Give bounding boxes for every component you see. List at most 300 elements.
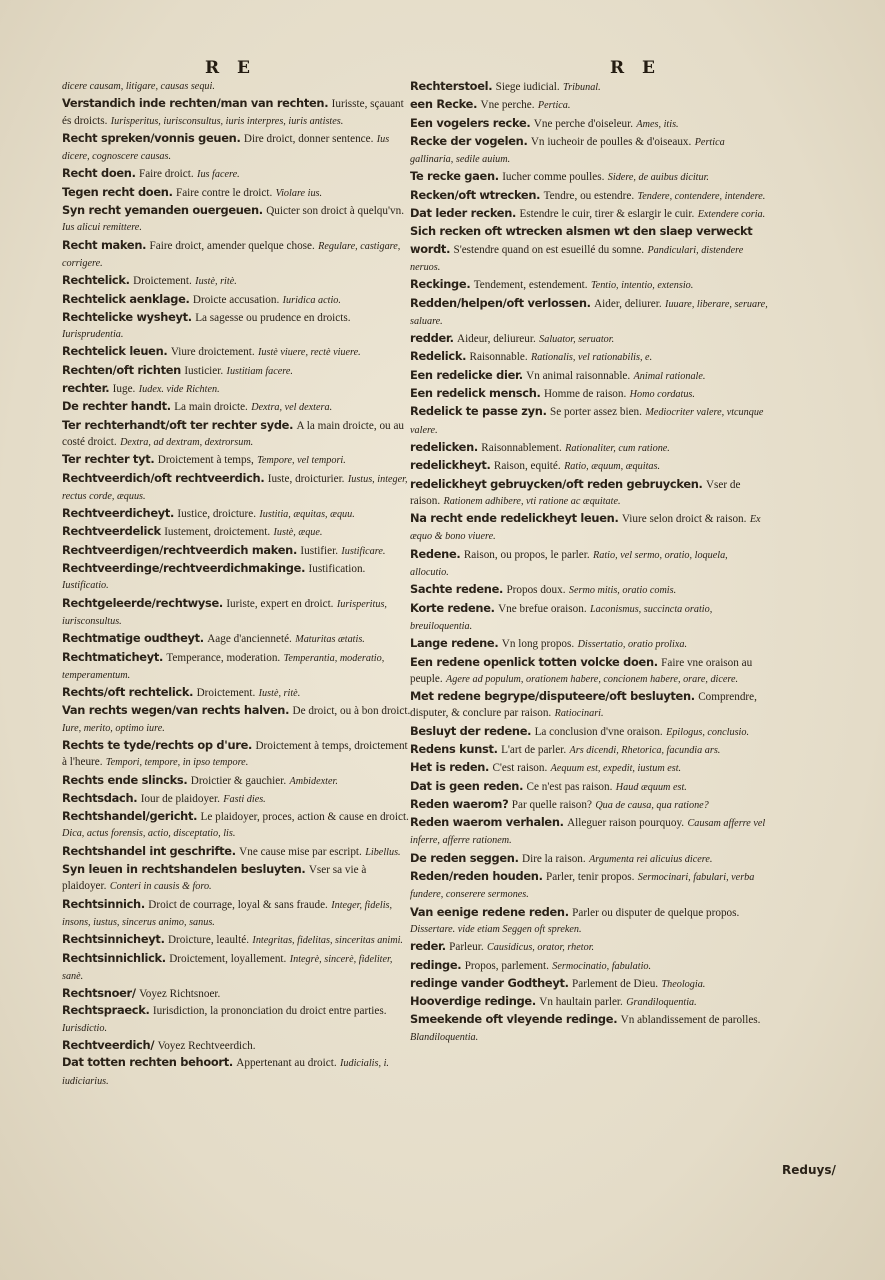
dictionary-entry: [62, 931, 412, 949]
headword: Recke der vogelen.: [410, 133, 528, 148]
headword: Besluyt der redene.: [410, 723, 532, 738]
headword: Rechtsinnich.: [62, 896, 145, 911]
french-gloss: A la main droicte, ou au costé droict.: [62, 419, 405, 448]
latin-gloss: Iudex. vide Richten.: [138, 384, 220, 396]
latin-gloss: Pandiculari, distendere neruos.: [410, 244, 744, 273]
french-gloss: Aage d'ancienneté.: [207, 633, 292, 646]
dictionary-entry: [410, 688, 768, 723]
dictionary-entry: [62, 649, 412, 685]
headword: Dat totten rechten behoort.: [62, 1055, 233, 1070]
latin-gloss: Iustè, ritè.: [258, 688, 301, 700]
french-gloss: Iurisdiction, la prononciation du droict entre parties.: [152, 1005, 387, 1018]
latin-gloss: Ars dicendi, Rhetorica, facundia ars.: [569, 744, 721, 756]
headword: Rechts/oft rechtelick.: [62, 685, 194, 700]
headword: Rechtveerdelick: [62, 524, 161, 539]
dictionary-entry: [410, 510, 768, 546]
french-gloss: Parleur.: [449, 941, 484, 954]
french-gloss: Faire droict, amender quelque chose.: [149, 239, 315, 252]
french-gloss: Iuriste, expert en droict.: [226, 597, 334, 610]
french-gloss: Droicture, leaulté.: [167, 934, 250, 947]
latin-gloss: dicere causam, litigare, causas sequi.: [62, 81, 215, 92]
dictionary-entry: [410, 868, 768, 904]
headword: Recken/oft wtrecken.: [410, 187, 541, 202]
headword: Redelick.: [410, 349, 467, 364]
latin-gloss: Dica, actus forensis, actio, disceptatio, lis.: [62, 828, 236, 840]
french-gloss: Droict de courrage, loyal & sans fraude.: [148, 898, 328, 911]
dictionary-entry: [62, 861, 412, 896]
dictionary-entry: [62, 1054, 412, 1090]
headword: Rechtelick aenklage.: [62, 291, 190, 306]
dictionary-entry: [410, 330, 768, 348]
french-gloss: Vne brefue oraison.: [498, 602, 587, 615]
headword: Rechtveerdigen/rechtveerdich maken.: [62, 542, 298, 557]
dictionary-entry: [62, 380, 412, 398]
latin-gloss: Ratiocinari.: [554, 708, 604, 720]
dictionary-entry: [410, 295, 768, 331]
dictionary-entry: [62, 291, 412, 309]
headword: Na recht ende redelickheyt leuen.: [410, 511, 619, 526]
headword: redelickheyt.: [410, 458, 491, 473]
latin-gloss: Rationaliter, cum ratione.: [565, 442, 670, 454]
french-gloss: La sagesse ou prudence en droicts.: [195, 311, 351, 324]
french-gloss: Propos, parlement.: [464, 959, 549, 972]
french-gloss: Parler ou disputer de quelque propos.: [572, 906, 740, 919]
french-gloss: Ce n'est pas raison.: [526, 780, 613, 793]
french-gloss: Raisonnable.: [469, 351, 528, 364]
latin-gloss: Iustè, æque.: [273, 527, 323, 539]
latin-gloss: Iustitiam facere.: [226, 365, 293, 377]
headword: redder.: [410, 331, 454, 346]
dictionary-entry: [62, 702, 412, 737]
dictionary-entry: [410, 654, 768, 689]
headword: Tegen recht doen.: [62, 184, 173, 199]
latin-gloss: Iurisprudentia.: [62, 329, 124, 341]
dictionary-entry: [62, 1037, 412, 1054]
headword: Syn recht yemanden ouergeuen.: [62, 203, 263, 218]
dictionary-entry: [410, 457, 768, 475]
headword: Rechtsinnichlick.: [62, 950, 166, 965]
headword: Dat leder recken.: [410, 206, 517, 221]
latin-gloss: Iurisdictio.: [62, 1022, 107, 1034]
headword: reder.: [410, 939, 446, 954]
french-gloss: Le plaidoyer, proces, action & cause en droict.: [200, 811, 409, 824]
latin-gloss: Ratio, æquum, æquitas.: [564, 461, 661, 473]
french-gloss: C'est raison.: [492, 762, 548, 775]
dictionary-entry: [410, 635, 768, 653]
latin-gloss: Laconismus, succincta oratio, breuiloquentia.: [410, 603, 713, 632]
dictionary-entry: [62, 950, 412, 986]
french-gloss: Vser de raison.: [410, 478, 741, 507]
dictionary-entry: [410, 993, 768, 1011]
french-gloss: Vn iucheoir de poulles & d'oiseaux.: [530, 135, 692, 148]
running-head-right: R E: [610, 58, 662, 78]
french-gloss: Comprendre, disputer, & conclure par raison.: [410, 691, 757, 720]
dictionary-entry: [410, 778, 768, 796]
catchword: Reduys/: [782, 1163, 836, 1177]
french-gloss: Homme de raison.: [543, 388, 627, 401]
latin-gloss: Iudicialis, i. iudiciarius.: [62, 1058, 389, 1087]
latin-gloss: Tribunal.: [563, 82, 601, 93]
dictionary-entry: [410, 403, 768, 439]
dictionary-entry: [410, 385, 768, 403]
dictionary-entry: [62, 470, 412, 506]
french-gloss: Vn haultain parler.: [539, 996, 623, 1009]
headword: Een redelick mensch.: [410, 386, 541, 401]
french-gloss: Siege iudicial.: [495, 81, 560, 93]
headword: Syn leuen in rechtshandelen besluyten.: [62, 862, 306, 877]
french-gloss: Vn long propos.: [501, 638, 575, 651]
latin-gloss: Tempore, vel tempori.: [257, 455, 346, 467]
headword: Ter rechter tyt.: [62, 452, 155, 467]
headword: Rechten/oft richten: [62, 362, 181, 377]
headword: Rechtshandel/gericht.: [62, 809, 198, 824]
french-gloss: Tendement, estendement.: [473, 279, 588, 292]
latin-gloss: Blandiloquentia.: [410, 1031, 479, 1043]
dictionary-entry: [410, 276, 768, 294]
latin-gloss: Sermocinari, fabulari, verba fundere, conserere sermones.: [410, 872, 755, 901]
latin-gloss: Haud æquum est.: [615, 781, 687, 793]
headword: Rechtgeleerde/rechtwyse.: [62, 595, 223, 610]
headword: Rechtmatige oudtheyt.: [62, 631, 204, 646]
latin-gloss: Grandiloquentia.: [626, 997, 697, 1009]
latin-gloss: Tendere, contendere, intendere.: [637, 190, 766, 202]
dictionary-entry: [410, 581, 768, 599]
headword: Rechtveerdich/: [62, 1038, 155, 1053]
dictionary-entry: [62, 130, 412, 166]
headword: Rechtspraeck.: [62, 1003, 150, 1018]
latin-gloss: Iustè, ritè.: [195, 276, 237, 288]
french-gloss: Estendre le cuir, tirer & eslargir le cuir.: [519, 208, 695, 221]
dictionary-entry: [62, 505, 412, 523]
dictionary-entry: [410, 348, 768, 366]
french-gloss: Raison, ou propos, le parler.: [463, 548, 590, 561]
dictionary-entry: [62, 398, 412, 416]
french-gloss: Aideur, deliureur.: [456, 333, 536, 346]
french-gloss: Par quelle raison?: [511, 798, 592, 811]
french-gloss: Vn animal raisonnable.: [526, 369, 631, 382]
latin-gloss: Tentio, intentio, extensio.: [590, 280, 694, 292]
headword: De reden seggen.: [410, 850, 519, 865]
dictionary-entry: [410, 741, 768, 759]
latin-gloss: Saluator, seruator.: [539, 334, 615, 346]
french-gloss: Iustice, droicture.: [177, 508, 257, 521]
headword: Rechtveerdicheyt.: [62, 506, 175, 521]
french-gloss: Alleguer raison pourquoy.: [567, 817, 685, 830]
french-gloss: La conclusion d'vne oraison.: [534, 725, 663, 738]
dictionary-entry: [410, 796, 768, 814]
french-gloss: L'art de parler.: [501, 743, 567, 756]
latin-gloss: Ius alicui remittere.: [62, 222, 142, 234]
latin-gloss: Libellus.: [365, 846, 401, 858]
dictionary-entry: [62, 542, 412, 560]
dictionary-entry: [62, 272, 412, 290]
headword: De rechter handt.: [62, 399, 171, 414]
french-gloss: Iustifier.: [300, 544, 338, 557]
headword: Een redelicke dier.: [410, 367, 523, 382]
latin-gloss: Dextra, vel dextera.: [251, 402, 333, 414]
latin-gloss: Sidere, de auibus dicitur.: [607, 172, 709, 184]
dictionary-entry: [410, 367, 768, 385]
headword: Rechtsdach.: [62, 790, 138, 805]
headword: Reckinge.: [410, 277, 471, 292]
headword: Te recke gaen.: [410, 169, 499, 184]
dictionary-entry: [62, 1002, 412, 1037]
dictionary-entry: [410, 938, 768, 956]
headword: Rechtelick.: [62, 273, 130, 288]
latin-gloss: Iurisperitus, iurisconsultus.: [62, 598, 387, 627]
french-gloss: Viure selon droict & raison.: [621, 513, 747, 526]
latin-gloss: Tempori, tempore, in ipso tempore.: [105, 757, 249, 769]
headword: Het is reden.: [410, 760, 490, 775]
dictionary-entry: [62, 684, 412, 702]
latin-gloss: Rationalis, vel rationabilis, e.: [531, 352, 653, 364]
headword: Rechtelick leuen.: [62, 344, 168, 359]
headword: Recht doen.: [62, 166, 136, 181]
latin-gloss: Ames, itis.: [636, 118, 679, 130]
dictionary-entry: [62, 451, 412, 469]
latin-gloss: Ratio, vel sermo, oratio, loquela, allocutio.: [410, 549, 728, 579]
headword: Smeekende oft vleyende redinge.: [410, 1012, 618, 1027]
dictionary-entry: [62, 417, 412, 452]
french-gloss: Droictement à temps,: [157, 454, 254, 467]
french-gloss: S'estendre quand on est esueillé du somne.: [453, 243, 645, 256]
latin-gloss: Iustificare.: [341, 545, 386, 557]
headword: Rechtveerdinge/rechtveerdichmakinge.: [62, 561, 306, 576]
right-column: [410, 78, 768, 1046]
latin-gloss: Rationem adhibere, vti ratione ac æquitate.: [443, 495, 621, 507]
latin-gloss: Mediocriter valere, vtcunque valere.: [410, 407, 764, 436]
headword: Rechts te tyde/rechts op d'ure.: [62, 737, 253, 752]
latin-gloss: Integer, fidelis, insons, iustus, sincerus animo, sanus.: [62, 899, 393, 928]
latin-gloss: Ius dicere, cognoscere causas.: [62, 133, 390, 163]
french-gloss: Iucher comme poulles.: [502, 171, 605, 184]
latin-gloss: Aequum est, expedit, iustum est.: [550, 763, 682, 775]
dictionary-entry: [410, 187, 768, 205]
latin-gloss: Pertica gallinaria, sedile auium.: [410, 136, 725, 166]
dictionary-entry: [62, 560, 412, 595]
latin-gloss: Iure, merito, optimo iure.: [62, 722, 165, 734]
headword: Recht maken.: [62, 237, 147, 252]
latin-gloss: Theologia.: [661, 978, 706, 990]
headword: redelicken.: [410, 439, 478, 454]
latin-gloss: Argumenta rei alicuius dicere.: [589, 853, 713, 865]
french-gloss: Vne perche d'oiseleur.: [533, 117, 634, 130]
latin-gloss: Pertica.: [537, 100, 571, 112]
headword: redelickheyt gebruycken/oft reden gebruycken.: [410, 476, 703, 491]
headword: Met redene begrype/disputeere/oft besluyten.: [410, 689, 695, 704]
dictionary-entry: [62, 790, 412, 808]
dictionary-entry: [410, 205, 768, 223]
french-gloss: Vne cause mise par escript.: [239, 845, 362, 858]
latin-gloss: Iurisperitus, iurisconsultus, iuris interpres, iuris antistes.: [110, 115, 344, 127]
latin-gloss: Qua de causa, qua ratione?: [595, 799, 709, 811]
dictionary-entry: [62, 343, 412, 361]
headword: rechter.: [62, 381, 110, 396]
dictionary-entry: [410, 723, 768, 741]
french-gloss: Faire contre le droict.: [175, 186, 273, 199]
headword: Hooverdige redinge.: [410, 994, 536, 1009]
headword: redinge vander Godtheyt.: [410, 975, 569, 990]
french-gloss: Vne perche.: [480, 99, 535, 112]
headword: Van eenige redene reden.: [410, 904, 569, 919]
dictionary-entry: [62, 772, 412, 790]
latin-gloss: Regulare, castigare, corrigere.: [62, 240, 401, 269]
latin-gloss: Homo cordatus.: [629, 389, 695, 401]
left-column: [62, 78, 412, 1090]
dictionary-entry: [62, 523, 412, 541]
french-gloss: Droictier & gauchier.: [190, 774, 287, 787]
dictionary-entry: [410, 975, 768, 993]
latin-gloss: Iuridica actio.: [282, 294, 341, 306]
french-gloss: La main droicte.: [174, 401, 248, 414]
latin-gloss: Iustus, integer, rectus corde, æquus.: [62, 473, 408, 502]
dictionary-entry: [410, 133, 768, 169]
latin-gloss: Epilogus, conclusio.: [666, 726, 750, 738]
french-gloss: Dire droict, donner sentence.: [243, 132, 374, 145]
headword: Lange redene.: [410, 636, 499, 651]
dictionary-entry: [62, 985, 412, 1002]
latin-gloss: Sermocinatio, fabulatio.: [552, 960, 652, 972]
latin-gloss: Fasti dies.: [223, 793, 266, 805]
french-gloss: Appertenant au droict.: [236, 1057, 337, 1070]
latin-gloss: Temperantia, moderatio, temperamentum.: [62, 652, 385, 681]
latin-gloss: Causidicus, orator, rhetor.: [487, 942, 595, 954]
dictionary-entry: [62, 309, 412, 344]
french-gloss: Iurisste, sçauant és droicts.: [62, 98, 404, 127]
headword: Korte redene.: [410, 600, 495, 615]
french-gloss: Parler, tenir propos.: [545, 871, 635, 884]
latin-gloss: Sermo mitis, oratio comis.: [568, 585, 677, 597]
french-gloss: Droictement à temps, droictement à l'heure.: [62, 739, 408, 769]
headword: Een vogelers recke.: [410, 115, 531, 130]
dictionary-entry: [410, 546, 768, 582]
dictionary-entry: [62, 184, 412, 202]
latin-gloss: Ambidexter.: [289, 775, 338, 787]
french-gloss: Droictement, loyallement.: [169, 952, 287, 965]
french-gloss: Aider, deliurer.: [594, 297, 662, 310]
dictionary-entry: [62, 165, 412, 183]
latin-gloss: Iustè viuere, rectè viuere.: [258, 347, 361, 359]
headword: Redene.: [410, 546, 461, 561]
french-gloss: Viure droictement.: [170, 346, 255, 359]
latin-gloss: Dextra, ad dextram, dextrorsum.: [120, 436, 254, 448]
headword: Rechterstoel.: [410, 79, 493, 93]
latin-gloss: Ius facere.: [197, 169, 240, 181]
french-gloss: Raison, equité.: [493, 460, 561, 473]
dictionary-entry: [62, 78, 412, 95]
french-gloss: Iuge.: [112, 383, 136, 396]
dictionary-entry: [410, 168, 768, 186]
latin-gloss: Extendere coria.: [697, 209, 766, 221]
headword: Redelick te passe zyn.: [410, 404, 547, 419]
dictionary-entry: [62, 630, 412, 648]
dictionary-entry: [410, 1011, 768, 1046]
dictionary-entry: [410, 814, 768, 850]
dictionary-entry: [62, 362, 412, 380]
headword: Reden waerom verhalen.: [410, 815, 564, 830]
headword: redinge.: [410, 957, 462, 972]
headword: Rechts ende slincks.: [62, 772, 188, 787]
dictionary-entry: [410, 78, 768, 96]
french-gloss: Droictement.: [196, 687, 256, 700]
dictionary-entry: [410, 759, 768, 777]
dictionary-entry: [62, 202, 412, 237]
dictionary-entry: [62, 843, 412, 861]
latin-gloss: Dissertare. vide etiam Seggen oft spreken.: [410, 923, 582, 935]
dictionary-entry: [410, 904, 768, 939]
latin-gloss: Iustificatio.: [62, 580, 109, 592]
dictionary-entry: [62, 237, 412, 273]
french-gloss: Raisonnablement.: [481, 441, 562, 454]
headword: Ter rechterhandt/oft ter rechter syde.: [62, 417, 294, 432]
dictionary-entry: [410, 115, 768, 133]
french-gloss: Iusticier.: [184, 364, 224, 377]
latin-gloss: Integrè, sincerè, fideliter, sanè.: [62, 953, 393, 982]
dictionary-entry: [410, 439, 768, 457]
dictionary-entry: [62, 808, 412, 843]
latin-gloss: Conteri in causis & foro.: [109, 881, 212, 893]
dictionary-entry: [62, 595, 412, 631]
headword: Verstandich inde rechten/man van rechten.: [62, 96, 329, 111]
french-gloss: Propos doux.: [506, 584, 566, 597]
french-gloss: Iour de plaidoyer.: [140, 792, 220, 805]
dictionary-entry: [410, 223, 768, 276]
latin-gloss: Integritas, fidelitas, sinceritas animi.: [252, 935, 403, 947]
running-head-left: R E: [205, 58, 257, 78]
dictionary-entry: [62, 95, 412, 130]
headword: Van rechts wegen/van rechts halven.: [62, 703, 290, 718]
french-gloss: Tendre, ou estendre.: [543, 189, 635, 202]
dictionary-entry: [410, 957, 768, 975]
latin-gloss: Agere ad populum, orationem habere, concionem habere, orare, dicere.: [446, 673, 739, 685]
french-gloss: Voyez Richtsnoer.: [139, 988, 221, 1001]
french-gloss: Droictement.: [133, 275, 192, 288]
french-gloss: Vn ablandissement de parolles.: [620, 1014, 761, 1027]
latin-gloss: Iustitia, æquitas, æquu.: [259, 509, 355, 521]
french-gloss: Faire vne oraison au peuple.: [410, 656, 753, 685]
headword: Rechtveerdich/oft rechtveerdich.: [62, 470, 265, 485]
headword: Een redene openlick totten volcke doen.: [410, 654, 658, 669]
headword: Rechtshandel int geschrifte.: [62, 843, 236, 858]
dictionary-entry: [62, 737, 412, 772]
latin-gloss: Ex æquo & bono viuere.: [410, 514, 761, 543]
headword: Rechtsnoer/: [62, 986, 136, 1001]
latin-gloss: Iuuare, liberare, seruare, saluare.: [410, 298, 768, 327]
french-gloss: Iustification.: [308, 563, 366, 576]
latin-gloss: Maturitas ætatis.: [295, 634, 365, 646]
dictionary-entry: [62, 896, 412, 932]
latin-gloss: Causam afferre vel inferre, afferre rationem.: [410, 818, 766, 847]
headword: Sich recken oft wtrecken alsmen wt den slaep verweckt wordt.: [410, 224, 753, 256]
french-gloss: Faire droict.: [138, 168, 194, 181]
french-gloss: Temperance, moderation.: [166, 651, 281, 664]
french-gloss: Vser sa vie à plaidoyer.: [62, 864, 367, 893]
headword: Reden waerom?: [410, 796, 509, 811]
french-gloss: Iustement, droictement.: [164, 526, 271, 539]
french-gloss: De droict, ou à bon droict.: [292, 705, 411, 718]
headword: Reden/reden houden.: [410, 869, 543, 884]
french-gloss: Dire la raison.: [522, 852, 586, 865]
headword: Sachte redene.: [410, 582, 504, 597]
french-gloss: Iuste, droicturier.: [267, 472, 345, 485]
headword: Rechtmaticheyt.: [62, 649, 163, 664]
headword: Rechtsinnicheyt.: [62, 932, 165, 947]
headword: een Recke.: [410, 97, 478, 112]
headword: Rechtelicke wysheyt.: [62, 309, 192, 324]
french-gloss: Voyez Rechtveerdich.: [157, 1040, 256, 1053]
latin-gloss: Violare ius.: [275, 187, 323, 199]
dictionary-entry: [410, 476, 768, 511]
